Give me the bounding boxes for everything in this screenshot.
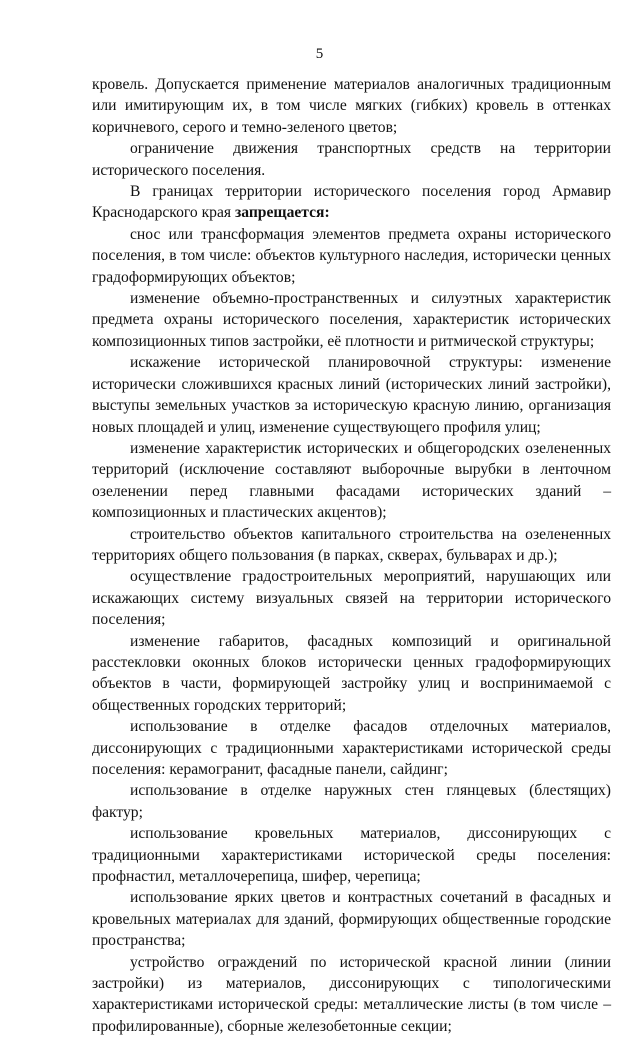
paragraph-facade-materials: использование в отделке фасадов отделочных материалов, диссонирующих с традиционными характеристиками исторической среды поселения: керамогранит, фасадные панели, сайдинг; <box>92 718 611 778</box>
paragraph-bright-colors: использование ярких цветов и контрастных сочетаний в фасадных и кровельных материалах для зданий, формирующих общественные городские пространства; <box>92 889 611 950</box>
paragraph-planning-distortion: искажение исторической планировочной структуры: изменение исторически сложившихся красных линий (исторических линий застройки), выступы земельных участков за историческую красную линию, организация новых площадей и улиц, изменение существующего профиля улиц; <box>92 354 611 436</box>
paragraph-demolition: снос или трансформация элементов предмета охраны исторического поселения, в том числе: объектов культурного наследия, исторически ценных градоформирующих объектов; <box>92 225 611 286</box>
paragraph-visual-links: осуществление градостроительных мероприятий, нарушающих или искажающих систему визуальных связей на территории исторического поселения; <box>92 568 611 629</box>
paragraph-fences: устройство ограждений по исторической красной линии (линии застройки) из материалов, диссонирующих с типологическими характеристиками исторической среды: металлические листы (в том числе – профилированные), сборные железобетонные секции; <box>92 953 611 1035</box>
paragraph-facade-change: изменение габаритов, фасадных композиций и оригинальной расстекловки оконных блоков исторически ценных градоформирующих объектов в части, формирующей застройку улиц и воспринимаемой с общественных городских территорий; <box>92 632 611 714</box>
prohibition-intro-text: В границах территории исторического поселения город Армавир Краснодарского края <box>92 183 611 222</box>
paragraph-traffic-restriction: ограничение движения транспортных средств на территории исторического поселения. <box>92 140 611 179</box>
page-number: 5 <box>315 46 324 62</box>
paragraph-roof-materials: использование кровельных материалов, диссонирующих с традиционными характеристиками исторической среды поселения: профнастил, металлочерепица, шифер, черепица; <box>92 825 611 886</box>
document-body <box>92 74 611 1037</box>
paragraph-construction-green: строительство объектов капитального строительства на озелененных территориях общего пользования (в парках, скверах, бульварах и др.); <box>92 525 611 564</box>
paragraph-glossy-textures: использование в отделке наружных стен глянцевых (блестящих) фактур; <box>92 782 611 821</box>
paragraph-prohibition-intro <box>92 181 611 224</box>
paragraph-volume-change: изменение объемно-пространственных и силуэтных характеристик предмета охраны исторического поселения, характеристик исторических композиционных типов застройки, её плотности и ритмической структуры; <box>92 290 611 350</box>
paragraph-green-areas: изменение характеристик исторических и общегородских озелененных территорий (исключение составляют выборочные вырубки в ленточном озеленении перед главными фасадами исторических зданий – композиционных и пластических акцентов); <box>92 439 611 522</box>
paragraph-continuation: кровель. Допускается применение материалов аналогичных традиционным или имитирующим их, в том числе мягких (гибких) кровель в оттенках коричневого, серого и темно-зеленого цветов; <box>92 76 611 136</box>
prohibition-keyword: запрещается: <box>234 204 330 222</box>
